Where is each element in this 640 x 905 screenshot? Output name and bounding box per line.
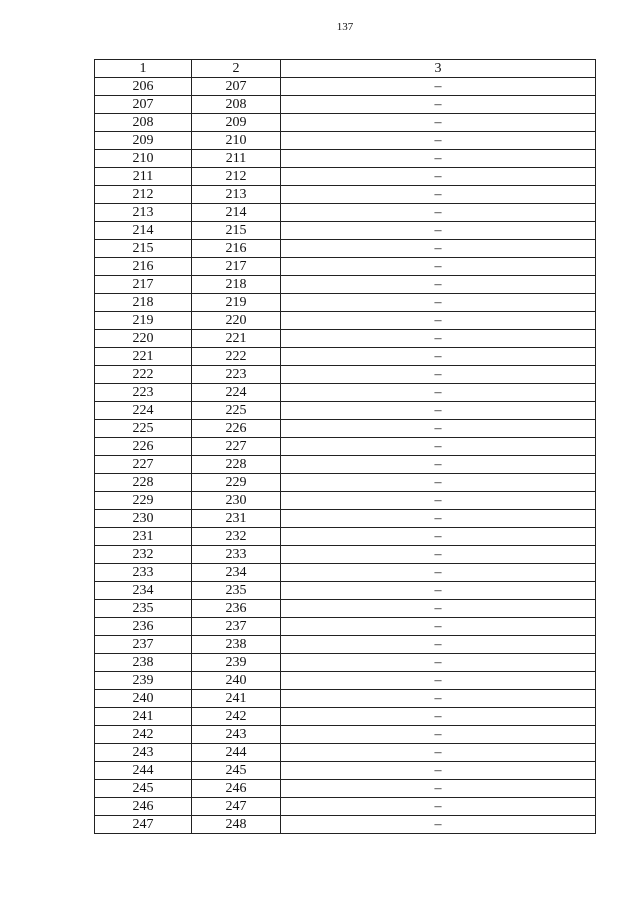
table-row [95,600,596,618]
table-cell-col1: 232 [95,546,192,564]
table-cell-col3: – [281,672,596,690]
table-cell-col3: – [281,384,596,402]
table-cell-col2: 241 [192,690,281,708]
table-cell-col1: 243 [95,744,192,762]
table-cell-col1: 218 [95,294,192,312]
table-row [95,726,596,744]
table-row [95,672,596,690]
table-row [95,132,596,150]
table-row [95,690,596,708]
table-cell-col2: 217 [192,258,281,276]
table-cell-col3: – [281,690,596,708]
table-row [95,168,596,186]
table-cell-col1: 222 [95,366,192,384]
table-cell-col2: 242 [192,708,281,726]
table-row [95,636,596,654]
table-cell-col2: 231 [192,510,281,528]
table-cell-col3: – [281,618,596,636]
table-cell-col3: – [281,762,596,780]
table-cell-col3: – [281,114,596,132]
table-cell-col2: 215 [192,222,281,240]
table-cell-col2: 243 [192,726,281,744]
table-cell-col2: 226 [192,420,281,438]
table-cell-col3: – [281,510,596,528]
table-body [95,78,596,834]
table-cell-col2: 208 [192,96,281,114]
table-cell-col1: 217 [95,276,192,294]
table-cell-col3: – [281,600,596,618]
table-row [95,438,596,456]
table-cell-col3: – [281,186,596,204]
table-cell-col1: 247 [95,816,192,834]
table-row [95,744,596,762]
table-cell-col3: – [281,474,596,492]
table-cell-col2: 235 [192,582,281,600]
table-cell-col3: – [281,402,596,420]
table-cell-col3: – [281,564,596,582]
table-cell-col1: 228 [95,474,192,492]
table-row [95,348,596,366]
table-row [95,402,596,420]
table-cell-col1: 242 [95,726,192,744]
column-header-3: 3 [281,60,596,78]
table-cell-col1: 211 [95,168,192,186]
table-cell-col3: – [281,438,596,456]
table-cell-col2: 220 [192,312,281,330]
table-cell-col2: 210 [192,132,281,150]
table-cell-col1: 225 [95,420,192,438]
table-cell-col2: 240 [192,672,281,690]
table-cell-col3: – [281,708,596,726]
table-row [95,294,596,312]
table-cell-col1: 226 [95,438,192,456]
table-cell-col3: – [281,456,596,474]
table-row [95,708,596,726]
table-cell-col1: 206 [95,78,192,96]
table-cell-col3: – [281,132,596,150]
table-cell-col2: 223 [192,366,281,384]
table-cell-col1: 245 [95,780,192,798]
table-cell-col3: – [281,258,596,276]
table-cell-col3: – [281,654,596,672]
table-cell-col1: 213 [95,204,192,222]
table-cell-col2: 219 [192,294,281,312]
table-cell-col1: 229 [95,492,192,510]
table-row [95,474,596,492]
table-row [95,312,596,330]
table-cell-col2: 248 [192,816,281,834]
table-cell-col3: – [281,240,596,258]
table-row [95,546,596,564]
table-cell-col1: 241 [95,708,192,726]
table-cell-col1: 239 [95,672,192,690]
table-cell-col1: 220 [95,330,192,348]
table-cell-col1: 224 [95,402,192,420]
table-row [95,618,596,636]
table-row [95,204,596,222]
table-cell-col1: 237 [95,636,192,654]
table-cell-col1: 207 [95,96,192,114]
table-cell-col1: 208 [95,114,192,132]
header-row [95,60,596,78]
table-row [95,240,596,258]
table-row [95,276,596,294]
table-cell-col3: – [281,96,596,114]
table-cell-col1: 215 [95,240,192,258]
table-cell-col3: – [281,726,596,744]
table-cell-col3: – [281,348,596,366]
column-header-2: 2 [192,60,281,78]
table-cell-col3: – [281,330,596,348]
table-cell-col2: 214 [192,204,281,222]
table-cell-col2: 245 [192,762,281,780]
table-cell-col3: – [281,222,596,240]
table-cell-col1: 221 [95,348,192,366]
table-cell-col1: 214 [95,222,192,240]
table-row [95,780,596,798]
table-row [95,78,596,96]
table-cell-col3: – [281,78,596,96]
table-cell-col1: 210 [95,150,192,168]
table-cell-col3: – [281,546,596,564]
table-row [95,528,596,546]
table-row [95,222,596,240]
table-cell-col3: – [281,294,596,312]
table-cell-col1: 212 [95,186,192,204]
table-cell-col3: – [281,528,596,546]
table-cell-col3: – [281,168,596,186]
table-cell-col2: 228 [192,456,281,474]
table-row [95,96,596,114]
table-row [95,330,596,348]
table-cell-col2: 218 [192,276,281,294]
table-row [95,510,596,528]
column-header-1: 1 [95,60,192,78]
data-table [94,59,596,834]
table-cell-col2: 211 [192,150,281,168]
table-row [95,564,596,582]
table-cell-col3: – [281,582,596,600]
table-cell-col2: 236 [192,600,281,618]
table-cell-col2: 237 [192,618,281,636]
table-cell-col2: 207 [192,78,281,96]
table-cell-col3: – [281,816,596,834]
table-cell-col3: – [281,276,596,294]
table-cell-col2: 209 [192,114,281,132]
table-cell-col2: 221 [192,330,281,348]
table-cell-col2: 225 [192,402,281,420]
table-row [95,816,596,834]
table-cell-col2: 246 [192,780,281,798]
table-row [95,456,596,474]
table-cell-col1: 235 [95,600,192,618]
table-cell-col2: 216 [192,240,281,258]
table-cell-col1: 230 [95,510,192,528]
table-cell-col3: – [281,312,596,330]
table-cell-col1: 231 [95,528,192,546]
table-row [95,258,596,276]
table-cell-col1: 236 [95,618,192,636]
table-cell-col1: 234 [95,582,192,600]
table-cell-col3: – [281,798,596,816]
table-cell-col3: – [281,780,596,798]
table-cell-col1: 216 [95,258,192,276]
table-cell-col3: – [281,204,596,222]
table-row [95,150,596,168]
table-cell-col3: – [281,744,596,762]
table-cell-col1: 219 [95,312,192,330]
table-cell-col2: 247 [192,798,281,816]
table-row [95,384,596,402]
table-row [95,798,596,816]
table-cell-col3: – [281,150,596,168]
table-cell-col1: 233 [95,564,192,582]
table-cell-col3: – [281,492,596,510]
table-cell-col1: 246 [95,798,192,816]
table-cell-col2: 212 [192,168,281,186]
table-cell-col2: 233 [192,546,281,564]
table-row [95,186,596,204]
table-cell-col1: 240 [95,690,192,708]
table-cell-col2: 224 [192,384,281,402]
table-cell-col1: 209 [95,132,192,150]
table-cell-col2: 222 [192,348,281,366]
table-cell-col2: 244 [192,744,281,762]
table-cell-col2: 213 [192,186,281,204]
table-cell-col1: 223 [95,384,192,402]
table-cell-col1: 238 [95,654,192,672]
table-cell-col2: 232 [192,528,281,546]
table-row [95,582,596,600]
table-cell-col3: – [281,420,596,438]
table-cell-col2: 229 [192,474,281,492]
table-row [95,492,596,510]
table-row [95,762,596,780]
table-cell-col1: 244 [95,762,192,780]
table-cell-col3: – [281,636,596,654]
table-cell-col2: 230 [192,492,281,510]
table-row [95,420,596,438]
table-row [95,654,596,672]
table-cell-col2: 238 [192,636,281,654]
table-row [95,366,596,384]
table-row [95,114,596,132]
table-cell-col2: 234 [192,564,281,582]
table-cell-col1: 227 [95,456,192,474]
table-cell-col2: 227 [192,438,281,456]
page-number: 137 [336,21,354,33]
table-cell-col2: 239 [192,654,281,672]
table-cell-col3: – [281,366,596,384]
table-header [95,60,596,78]
